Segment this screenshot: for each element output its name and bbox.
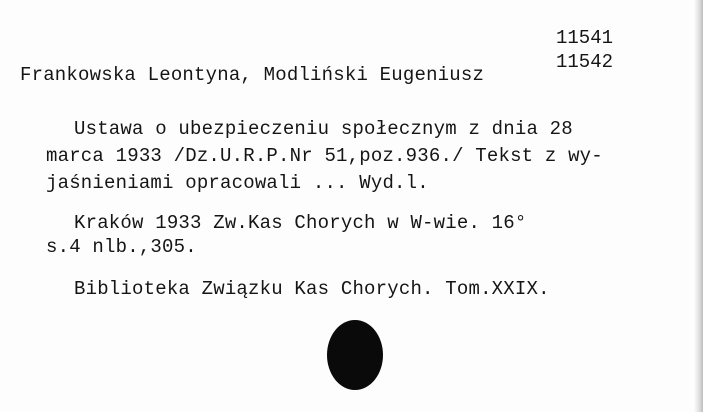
title-line-1: Ustawa o ubezpieczeniu społecznym z dnia 28 (74, 118, 573, 140)
pages-line: s.4 nlb.,305. (46, 236, 197, 258)
catalog-number-2: 11542 (556, 51, 614, 73)
title-line-2: marca 1933 /Dz.U.R.P.Nr 51,poz.936./ Tekst z wy- (46, 145, 603, 167)
imprint-line: Kraków 1933 Zw.Kas Chorych w W-wie. 16° (74, 212, 527, 234)
series-line: Biblioteka Związku Kas Chorych. Tom.XXIX. (74, 278, 550, 300)
authors-line: Frankowska Leontyna, Modliński Eugeniusz (20, 64, 485, 86)
title-line-3: jaśnieniami opracowali ... Wyd.l. (46, 172, 429, 194)
punch-hole (327, 320, 383, 390)
catalog-number-1: 11541 (556, 27, 614, 49)
